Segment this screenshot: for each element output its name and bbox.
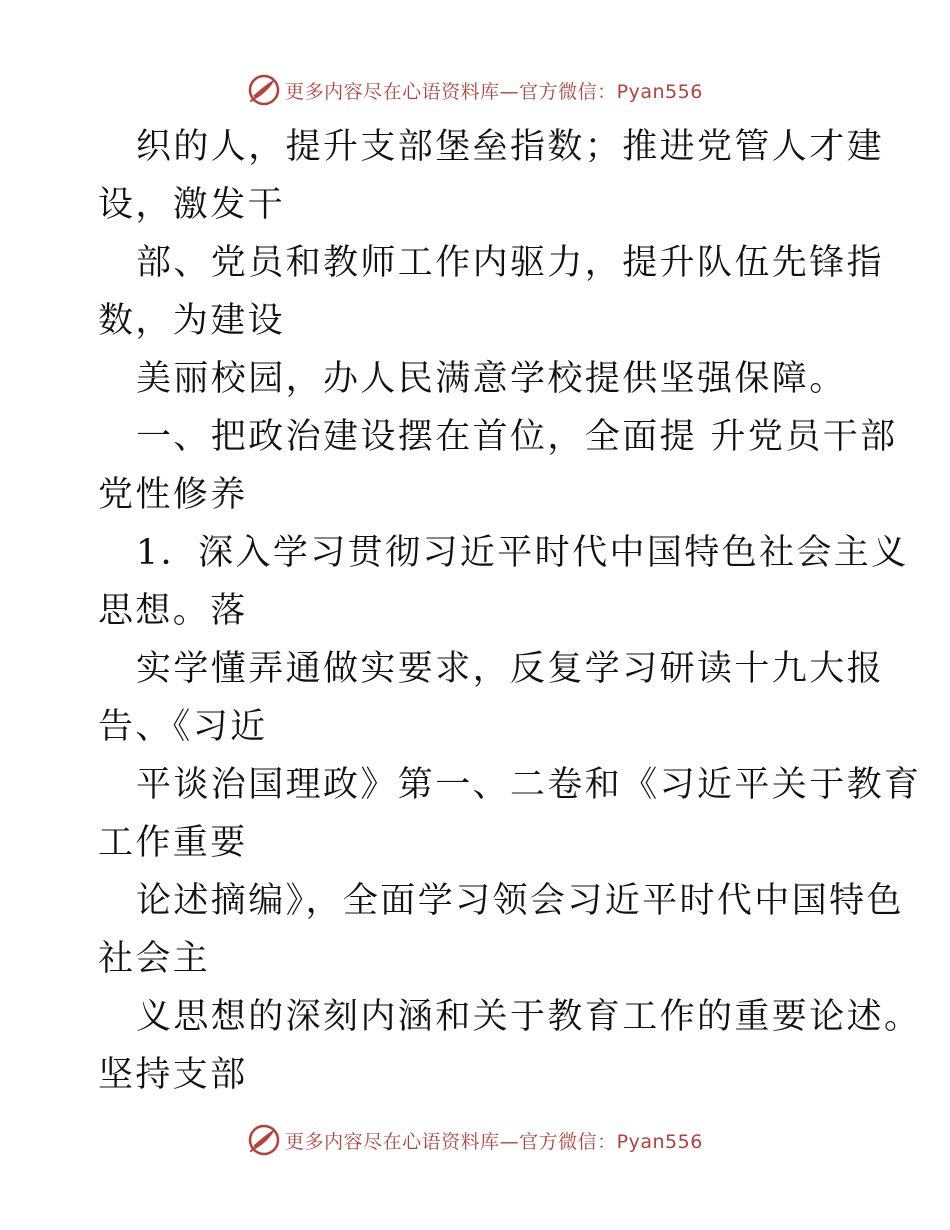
text-line: 实学懂弄通做实要求，反复学习研读十九大报: [136, 649, 885, 689]
header-watermark-text: 更多内容尽在心语资料库—官方微信：Pyan556: [285, 80, 703, 103]
text-line: 论述摘编》，全面学习领会习近平时代中国特色: [136, 881, 904, 921]
footer-watermark-banner: [0, 1120, 950, 1160]
text-line: 告、《习近: [98, 707, 268, 747]
section-heading-line: 一、把政治建设摆在首位，全面提 升党员干部: [136, 417, 898, 457]
section-heading-line: 党性修养: [98, 475, 248, 515]
text-line: 坚持支部: [98, 1055, 248, 1095]
text-line: 社会主: [98, 939, 211, 979]
text-line: 义思想的深刻内涵和关于教育工作的重要论述。: [136, 997, 922, 1037]
text-line: 1．深入学习贯彻习近平时代中国特色社会主义: [136, 533, 909, 573]
quill-pen-logo-icon: [247, 1123, 281, 1157]
text-line: 美丽校园，办人民满意学校提供坚强保障。: [136, 359, 847, 399]
text-line: 部、党员和教师工作内驱力，提升队伍先锋指: [136, 243, 885, 283]
text-line: 平谈治国理政》第一、二卷和《习近平关于教育: [136, 765, 922, 805]
text-line: 数，为建设: [98, 301, 286, 341]
footer-watermark-text: 更多内容尽在心语资料库—官方微信：Pyan556: [285, 1130, 703, 1153]
quill-pen-logo-icon: [247, 73, 281, 107]
text-line: 工作重要: [98, 823, 248, 863]
text-line: 织的人，提升支部堡垒指数；推进党管人才建: [136, 127, 885, 167]
text-line: 设，激发干: [98, 185, 286, 225]
header-watermark-banner: [0, 70, 950, 110]
text-line: 思想。落: [98, 591, 248, 631]
